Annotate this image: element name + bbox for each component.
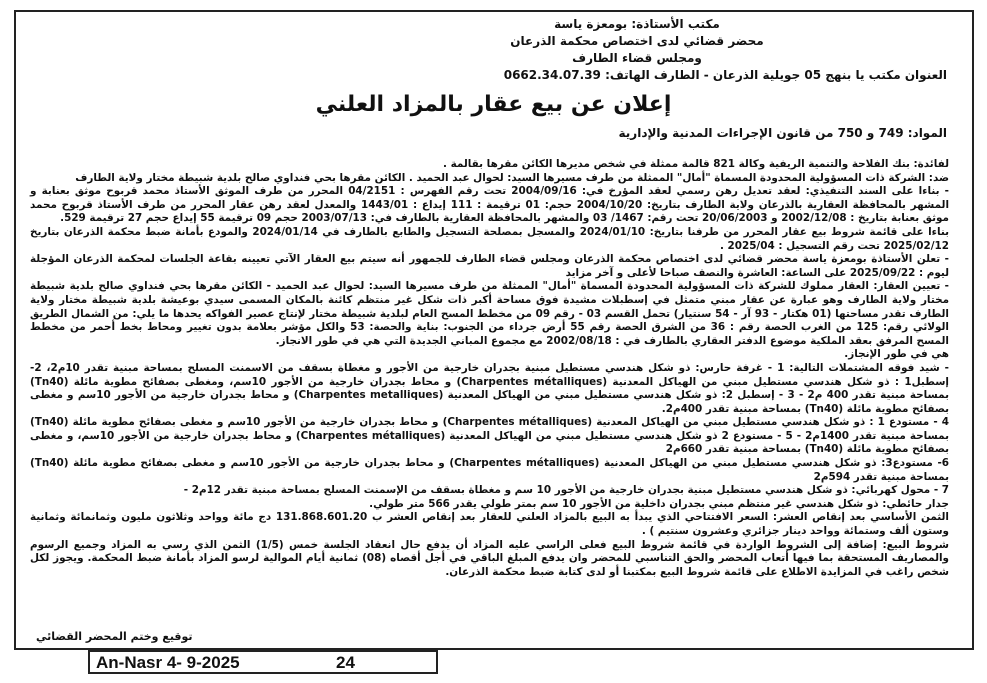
paragraph: 4 - مستودع 1 : ذو شكل هندسي مستطيل مبني من الهياكل المعدنية (Charpentes métalliques) و محاط بجدران خارجية من الأجور 10سم و مغطى بصفائح مطوية مائلة (Tn40) بمساحة مبنية تقدر 1400م2 - 5 - مستودع 2 ذو شكل هندسي مستطيل مبني من الهياكل المعدنية (Charpentes métalliques) و محاط بجدران خارجية من الأجور 10سم، و مغطى بصفائح مطوية مائلة (Tn40) بمساحة مبنية تقدر 660م2 bbox=[30, 416, 949, 456]
paragraph: الثمن الأساسي بعد إنقاص العشر: السعر الافتتاحي الذي يبدأ به البيع بالمزاد العلني للعقار بعد إنقاص العشر ب 131.868.601.20 دج مائة وواحد وثلاثون مليون وثمانمائة وثمانية وستون ألف وستمائة وواحد دينار جزائري وعشرون سنتيم ) . bbox=[30, 511, 949, 538]
paragraph: - تعلن الأستاذة بومعزة ياسة محضر قضائي لدى اختصاص محكمة الذرعان ومجلس قضاء الطارف للجمهور أنه سيتم بيع العقار الآتي تعيينه بقاعة الجلسات لمحكمة الذرعان المؤجلة ليوم : 2025/09/22 على الساعة: العاشرة والنصف صباحا لأعلى و آخر مزايد bbox=[30, 253, 949, 279]
notice-subtitle: المواد: 749 و 750 من قانون الإجراءات المدنية والإدارية bbox=[618, 126, 947, 140]
paragraph: - شيد فوقه المشتملات التالية: 1 - غرفة حارس: ذو شكل هندسي مستطيل مبنية بجدران خارجية من الأجور و مغطاة بسقف من الاسمنت المسلح بمساحة مبنية تقدر 10م2، 2- إسطبل1 : ذو شكل هندسي مستطيل مبني من الهياكل المعدنية (Charpentes métalliques) و محاط بجدران خارجية من الأجور 10سم، ومغطى بصفائح مطوية مائلة (Tn40) بمساحة مبنية تقدر 400 م2 - 3 - إسطبل 2: ذو شكل هندسي مستطيل مبني من الهياكل المعدنية (Charpentes metalliques) و محاط بجدران خارجية من الأجور 10سم و مغطى بصفائح مطوية مائلة (Tn40) بمساحة مبنية تقدر 400م2. bbox=[30, 361, 949, 415]
paragraph: - تعيين العقار: العقار مملوك للشركة ذات المسؤولية المحدودة المسماة "أمال" الممثلة من طرف مسيرها السيد: لحوال عبد الحميد - الكائن مقرها بحي فنداوي صالح بلدية شبيطة مختار ولاية الطارف وهو عبارة عن عقار مبني متمثل في إسطبلات مشيدة فوق مساحة أكبر ذات شكل غير منتظم كائنة بالمكان المسمى سيدي بوعيشة بلدية شبيطة مختار ولاية الطارف تقدر مساحتها (01 هكتار - 93 آر - 54 سنتيار) تحمل القسم 03 - رقم 09 من مخطط المسح العام لبلدية شبيطة مختار لإنتاج عصير الفواكه يحدها ما يلي: من الشمال الطريق الولائي رقم: 125 من الغرب الحصة رقم : 36 من الشرق الحصة رقم 55 أرض جرداء من الجنوب: بناية والحصة: 53 والكل مؤشر بعلامة بدون تغيير ومحاط بخط أحمر من مخطط المسح المرفق بعقد الملكية موضوع الدفتر العقاري بالطارف في : 2002/08/18 مع مجموع المباني الجديدة التي هي في طور الانجاز. bbox=[30, 280, 949, 347]
newspaper-name: An-Nasr 4- 9-2025 bbox=[96, 653, 240, 672]
paragraph: 7 - محول كهربائي: ذو شكل هندسي مستطيل مبنية بجدران خارجية من الأجور 10 سم و مغطاة بسقف من الإسمنت المسلح بمساحة مبنية تقدر 12م2 - bbox=[183, 484, 949, 497]
paragraph: 6- مستودع3: ذو شكل هندسي مستطيل مبني من الهياكل المعدنية (Charpentes métalliques) و محاط بجدران خارجية من الأجور 10سم و مغطى بصفائح مطوية مائلة (Tn40) بمساحة مبنية تقدر 594م2 bbox=[30, 457, 950, 483]
notice-body bbox=[30, 158, 949, 579]
notice-title: إعلان عن بيع عقار بالمزاد العلني bbox=[315, 92, 672, 117]
paragraph: هي في طور الإنجاز. bbox=[844, 348, 949, 361]
page-number: 24 bbox=[336, 653, 355, 672]
paragraph: شروط البيع: إضافة إلى الشروط الواردة في قائمة شروط البيع فعلى الراسي عليه المزاد أن يدفع حال انعقاد الجلسة خمس (1/5) الثمن الذي رسي به المزاد وجميع الرسوم والمصاريف المستحقة بما فيها أتعاب المحضر والحق التناسبي للمحضر وان يدفع المبلغ الباقي في أجل أقصاه (08) ثمانية أيام الموالية لرسو المزاد بأمانة ضبط المحكمة. ويجوز لكل شخص راغب في المزايدة الاطلاع على قائمة شروط البيع بمكتبنا أو لدى كتابة ضبط محكمة الذرعان. bbox=[30, 538, 949, 578]
office-name: مكتب الأستاذة: بومعزة ياسة bbox=[554, 17, 720, 31]
newspaper-footer bbox=[88, 650, 438, 674]
signature-line: توقيع وختم المحضر القضائي bbox=[36, 630, 193, 643]
notice-header bbox=[327, 16, 947, 84]
court-council: ومجلس قضاء الطارف bbox=[572, 51, 702, 65]
bailiff-role: محضر قضائي لدى اختصاص محكمة الذرعان bbox=[510, 34, 764, 48]
paragraph: ضد: الشركة ذات المسؤولية المحدودة المسماة "أمال" الممثلة من طرف مسيرها السيد: لحوال عبد الحميد . الكائن مقرها بحي فنداوي صالح بلدية شبيطة مختار ولاية الطارف bbox=[75, 171, 949, 184]
paragraph: - بناءا على السند التنفيذي: لعقد تعديل رهن رسمي لعقد المؤرخ في: 2004/09/16 تحت رقم الفهرس : 04/2151 المحرر من طرف الموثق الأستاذ محمد قربوح موثق بعنابة و المشهر بالمحافظة العقارية بالذرعان ولاية الطارف بتاريخ: 2004/10/20 حجم: 01 ترقيمة : 111 إيداع : 1443/01 والمعدل لعقد رهن عقار المحرر من طرف الأستاذ قربوح محمد موثق بعنابة بتاريخ : 2002/12/08 و 20/06/2003 تحت رقم: 1467/ 03 والمشهر بالمحافظة العقارية بالطارف في: 2003/07/13 حجم 09 ترقيمة 55 إيداع حجم 27 ترقيمة 529. bbox=[30, 185, 950, 225]
paragraph: لفائدة: بنك الفلاحة والتنمية الريفية وكالة 821 قالمة ممثلة في شخص مديرها الكائن مقرها بقالمة . bbox=[443, 158, 949, 170]
office-address: العنوان مكتب يا بنهج 05 جويلية الذرعان - الطارف الهاتف: 0662.34.07.39 bbox=[503, 68, 947, 82]
paragraph: جدار حائطي: ذو شكل هندسي غير منتظم مبني بجدران داخلية من الأجور 10 سم بمتر طولي يقدر 566 متر طولي. bbox=[369, 497, 949, 510]
paragraph: بناءا على قائمة شروط بيع عقار المحرر من طرفنا بتاريخ: 2024/01/10 والمسجل بمصلحة التسجيل والطابع بالطارف في 2024/01/14 والمودع بأمانة ضبط محكمة الذرعان بتاريخ 2025/02/12 تحت رقم التسجيل : 2025/04 . bbox=[30, 225, 949, 252]
